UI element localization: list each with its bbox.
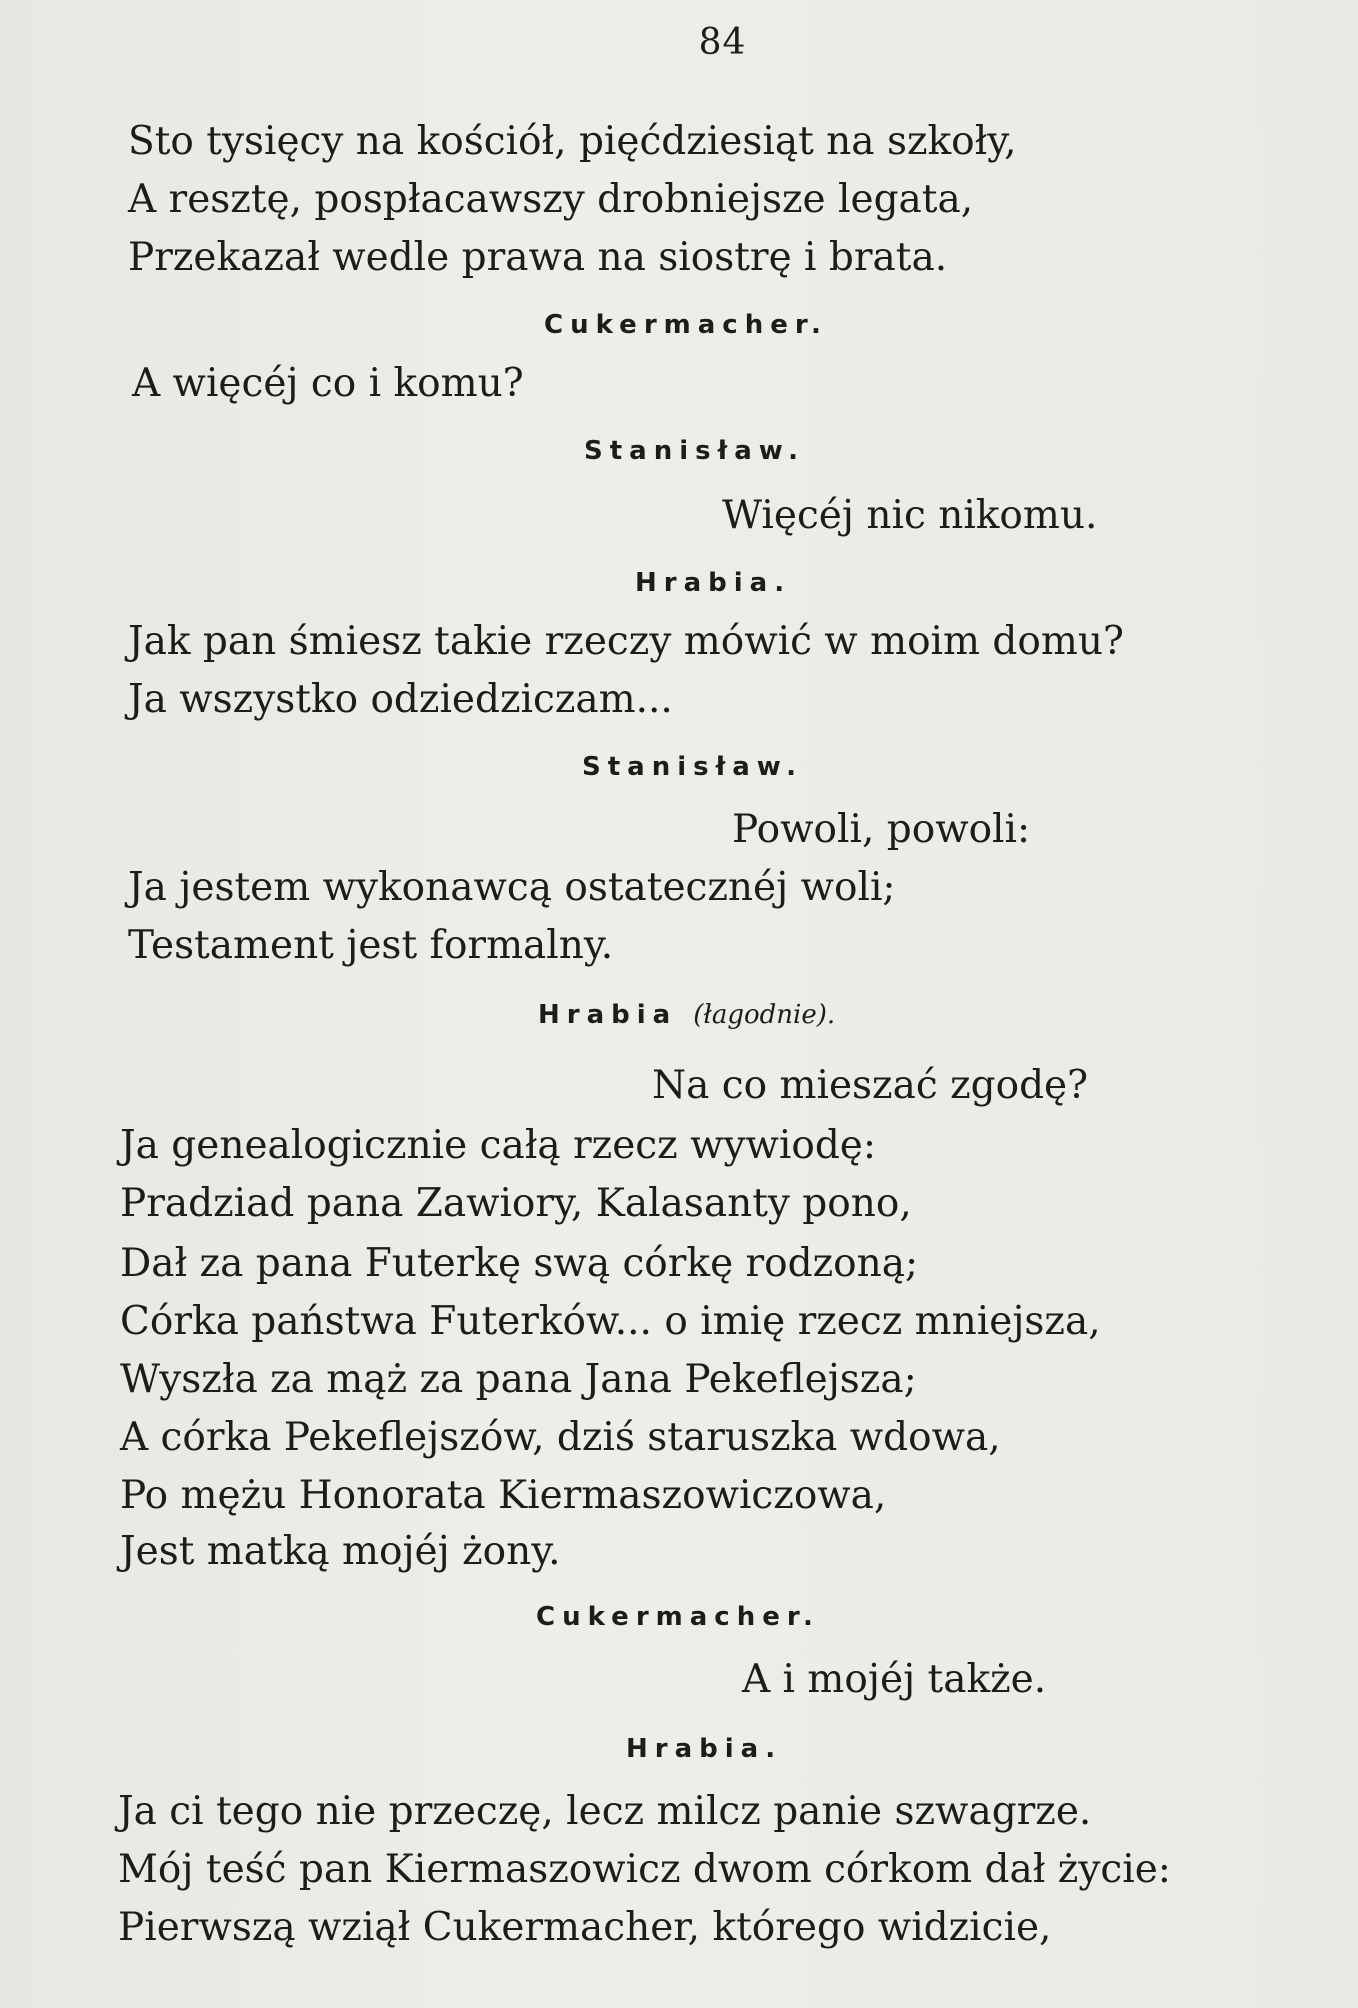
verse-line: Mój teść pan Kiermaszowicz dwom córkom dał życie: — [118, 1847, 1171, 1892]
verse-line: Córka państwa Futerków... o imię rzecz mniejsza, — [120, 1299, 1101, 1344]
speaker-name: Hrabia. — [635, 568, 792, 598]
verse-line: Na co mieszać zgodę? — [652, 1063, 1089, 1108]
speaker-label: Hrabia — [538, 1000, 678, 1030]
verse-line: Więcéj nic nikomu. — [722, 493, 1098, 538]
verse-line: Jest matką mojéj żony. — [120, 1529, 561, 1574]
speaker-name: Cukermacher. — [536, 1602, 820, 1632]
speaker-name — [538, 1002, 835, 1028]
verse-line: Ja wszystko odziedziczam... — [128, 677, 673, 722]
verse-line: Przekazał wedle prawa na siostrę i brata. — [128, 235, 948, 280]
verse-line: Pradziad pana Zawiory, Kalasanty pono, — [120, 1181, 912, 1226]
verse-line: Jak pan śmiesz takie rzeczy mówić w moim domu? — [128, 619, 1124, 664]
verse-line: A więcéj co i komu? — [132, 361, 524, 406]
speaker-name: Hrabia. — [626, 1734, 783, 1764]
verse-line: A i mojéj także. — [742, 1657, 1047, 1702]
stage-direction: (łagodnie). — [693, 1000, 836, 1030]
verse-line: Pierwszą wziął Cukermacher, którego widzicie, — [118, 1905, 1052, 1950]
verse-line: Ja ci tego nie przeczę, lecz milcz panie szwagrze. — [118, 1789, 1092, 1834]
speaker-name: Stanisław. — [584, 436, 806, 466]
verse-line: A resztę, pospłacawszy drobniejsze legata, — [128, 177, 974, 222]
verse-line: Dał za pana Futerkę swą córkę rodzoną; — [120, 1241, 919, 1286]
verse-line: Po mężu Honorata Kiermaszowiczowa, — [120, 1473, 887, 1518]
speaker-name: Stanisław. — [582, 752, 804, 782]
verse-line: Testament jest formalny. — [128, 923, 614, 968]
verse-line: Sto tysięcy na kościół, pięćdziesiąt na szkoły, — [128, 119, 1017, 164]
verse-line: Ja genealogicznie całą rzecz wywiodę: — [120, 1123, 877, 1168]
speaker-name: Cukermacher. — [544, 310, 828, 340]
verse-line: Ja jestem wykonawcą ostatecznéj woli; — [128, 865, 896, 910]
verse-line: Wyszła za mąż za pana Jana Pekeflejsza; — [120, 1357, 917, 1402]
verse-line: A córka Pekeflejszów, dziś staruszka wdowa, — [120, 1415, 1001, 1460]
page-number: 84 — [698, 22, 747, 63]
verse-line: Powoli, powoli: — [732, 807, 1031, 852]
